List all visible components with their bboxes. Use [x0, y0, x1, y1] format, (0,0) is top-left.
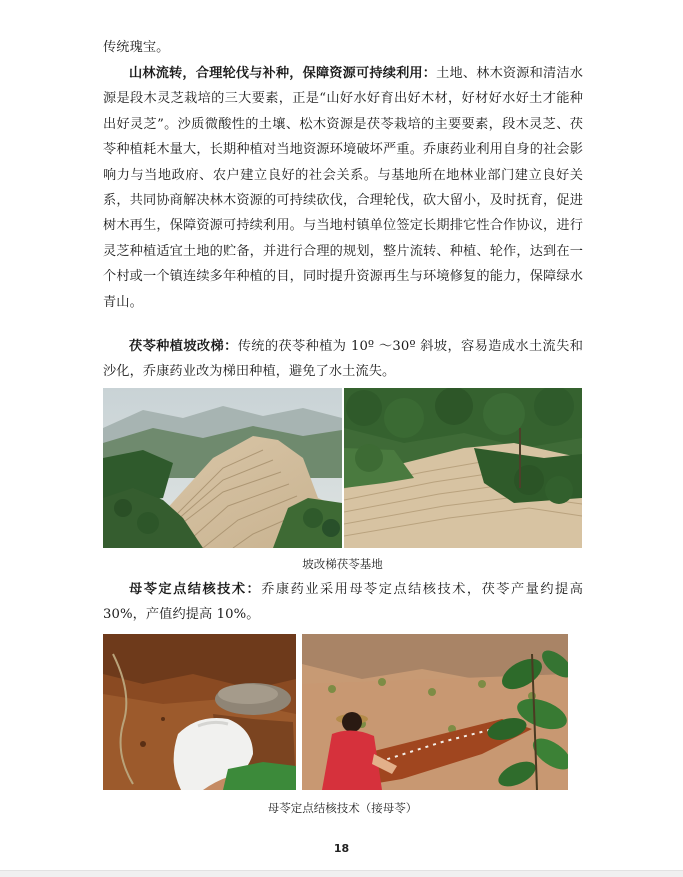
paragraph-body-terrace: 传统的茯苓种植为 10º ～30º 斜坡，容易造成水土流失和沙化，乔康药业改为梯田种植，避免了水土流失。 [103, 339, 583, 380]
text-block-mother-poria [103, 577, 583, 628]
gloved-hand-soil-photo [103, 634, 296, 790]
paragraph-continuation: 传统瑰宝。 [103, 40, 170, 55]
terraced-hillside-image [103, 388, 342, 548]
text-block-forest-rotation [103, 61, 583, 315]
paragraph-heading-mother-poria: 母苓定点结核技术： [129, 582, 262, 597]
forest-terrace-image [344, 388, 582, 548]
paragraph-terrace [103, 334, 583, 385]
worker-planting-image [302, 634, 568, 790]
paragraph-heading-forest-rotation: 山林流转，合理轮伐与补种，保障资源可持续利用： [129, 66, 437, 81]
page-number: 18 [333, 842, 350, 855]
paragraph-body-mother-poria: 乔康药业采用母苓定点结核技术，茯苓产量约提高 30%，产值约提高 10%。 [103, 582, 583, 623]
paragraph-body-forest-rotation: 土地、林木资源和清洁水源是段木灵芝栽培的三大要素，正是“山好水好育出好木材，好材好水好土才能种出好灵芝”。沙质微酸性的土壤、松木资源是茯苓栽培的主要要素，段木灵芝、茯苓种植耗木量大，长期种植对当地资源环境破坏严重。乔康药业利用自身的社会影响力与当地政府、农户建立良好的社会关系。与基地所在地林业部门建立良好关系，共同协商解决林木资源的可持续砍伐，合理轮伐，砍大留小，及时抚育，促进树木再生，保障资源可持续利用。与当地村镇单位签定长期排它性合作协议，进行灵芝种植适宜土地的贮备，并进行合理的规划，整片流转、种植、轮作，达到在一个村或一个镇连续多年种植的目，同时提升资源再生与环境修复的能力，保障绿水青山。 [103, 66, 583, 310]
worker-planting-photo [302, 634, 568, 790]
figure1-caption: 坡改梯茯苓基地 [302, 557, 383, 571]
paragraph-heading-terrace: 茯苓种植坡改梯： [129, 339, 238, 354]
forest-terrace-photo [344, 388, 582, 548]
gloved-hand-soil-image [103, 634, 296, 790]
text-block-terrace [103, 334, 583, 385]
figure2-caption: 母苓定点结核技术（接母苓） [267, 801, 418, 815]
paragraph-mother-poria [103, 577, 583, 628]
terraced-hillside-photo [103, 388, 342, 548]
text-block-intro [103, 35, 583, 60]
paragraph-forest-rotation [103, 61, 583, 315]
